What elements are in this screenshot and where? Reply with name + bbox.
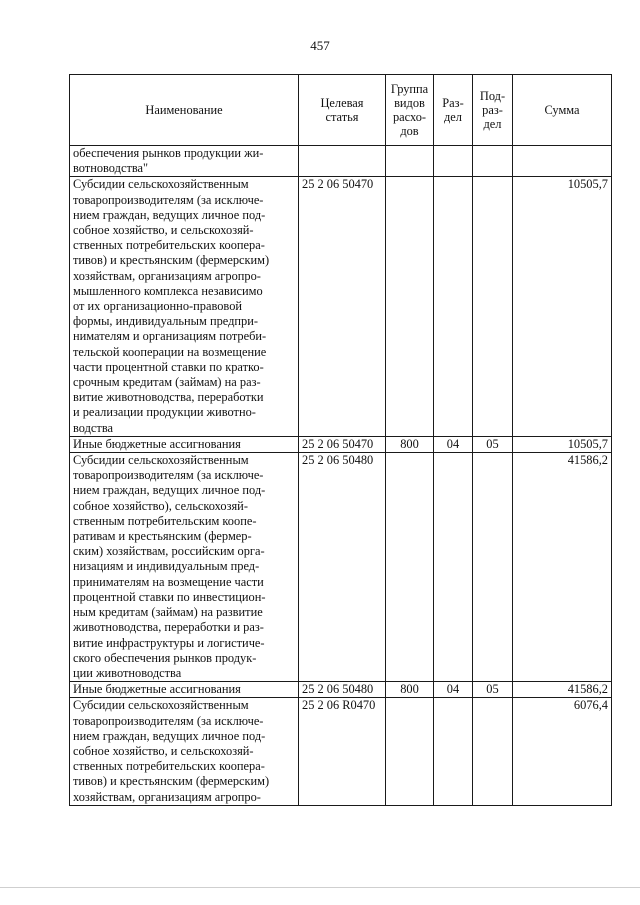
row-subsection [473,146,513,177]
row-name: Субсидии сельскохозяйственным товаропроизводителям (за исключе- нием граждан, ведущих личное под- собное хозяйство), сельскохозяй- ственным потребительским коопе- ративам и крестьянским (фермер- ским) хозяйствам, российским орга- низациям и индивидуальным пред- принимателям на возмещение части процентной ставки по инвестицион- ным кредитам (займам) на развитие животноводства, переработки и раз- витие инфраструктуры и логистиче- ского обеспечения рынков продук- ции животноводства [70,453,299,682]
row-group [386,453,434,682]
row-section [434,453,473,682]
row-name: Субсидии сельскохозяйственным товаропроизводителям (за исключе- нием граждан, ведущих личное под- собное хозяйство, и сельскохозяй- ственных потребительских коопера- тивов) и крестьянским (фермерским) хозяйствам, организациям агропро- [70,698,299,805]
row-group [386,698,434,805]
row-group: 800 [386,682,434,698]
row-target-code: 25 2 06 50470 [299,436,386,452]
row-amount: 10505,7 [513,177,612,436]
budget-table [69,74,612,806]
row-amount: 41586,2 [513,453,612,682]
row-section: 04 [434,682,473,698]
row-subsection: 05 [473,682,513,698]
header-name: Наименование [70,75,299,146]
row-name: обеспечения рынков продукции жи- вотноводства" [70,146,299,177]
header-target: Целевая статья [299,75,386,146]
row-amount [513,146,612,177]
row-name: Иные бюджетные ассигнования [70,436,299,452]
row-target-code: 25 2 06 R0470 [299,698,386,805]
row-amount: 6076,4 [513,698,612,805]
table-row [70,698,612,805]
row-amount: 41586,2 [513,682,612,698]
page-bottom-rule [0,887,640,888]
row-amount: 10505,7 [513,436,612,452]
row-subsection: 05 [473,436,513,452]
table-row [70,436,612,452]
row-group: 800 [386,436,434,452]
row-group [386,146,434,177]
row-target-code: 25 2 06 50470 [299,177,386,436]
row-section: 04 [434,436,473,452]
row-section [434,698,473,805]
row-name: Иные бюджетные ассигнования [70,682,299,698]
row-section [434,177,473,436]
table-row [70,146,612,177]
header-amount: Сумма [513,75,612,146]
table-row [70,177,612,436]
table-row [70,453,612,682]
row-subsection [473,453,513,682]
header-group: Группа видов расхо- дов [386,75,434,146]
row-subsection [473,698,513,805]
row-target-code [299,146,386,177]
header-section: Раз- дел [434,75,473,146]
row-target-code: 25 2 06 50480 [299,682,386,698]
row-section [434,146,473,177]
row-subsection [473,177,513,436]
row-name: Субсидии сельскохозяйственным товаропроизводителям (за исключе- нием граждан, ведущих личное под- собное хозяйство, и сельскохозяй- ственных потребительских коопера- тивов) и крестьянским (фермерским) хозяйствам, организациям агропро- мышленного комплекса независимо от их организационно-правовой формы, индивидуальным предпри- нимателям и организациям потреби- тельской кооперации на возмещение части процентной ставки по кратко- срочным кредитам (займам) на раз- витие животноводства, переработки и реализации продукции животно- водства [70,177,299,436]
table-row [70,682,612,698]
header-subsection: Под- раз- дел [473,75,513,146]
page-number: 457 [310,38,330,53]
row-group [386,177,434,436]
table-header-row [70,75,612,146]
row-target-code: 25 2 06 50480 [299,453,386,682]
